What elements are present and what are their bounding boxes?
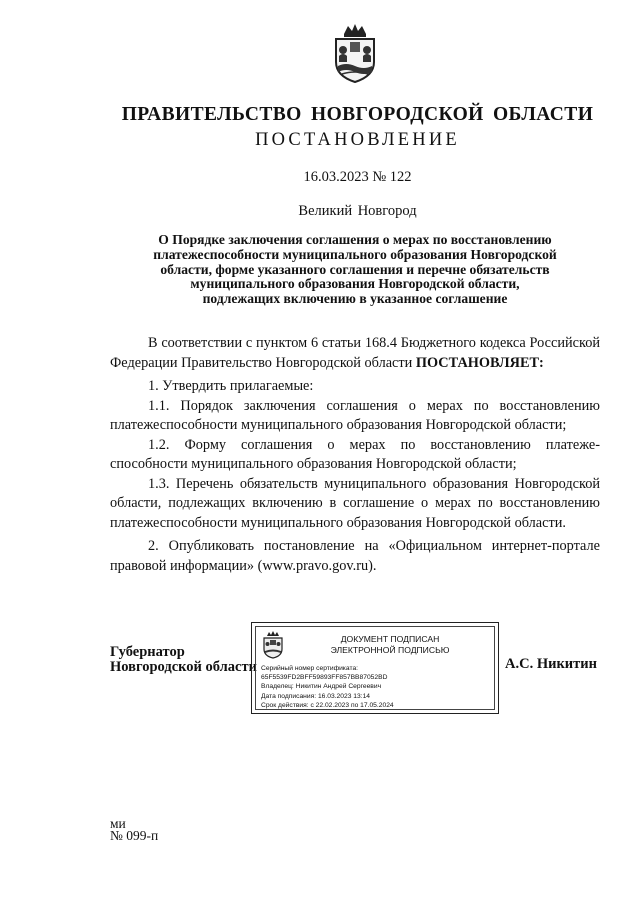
stamp-serial-value: 65F5539FD2BFF59893FF857BB87052BD — [261, 674, 388, 682]
item-1-2-line1: 1.2. Форму соглашения о мерах по восстановлению платеже- — [148, 436, 600, 453]
document-footer — [110, 818, 158, 842]
stamp-signed-date: Дата подписания: 16.03.2023 13:14 — [261, 692, 371, 700]
stamp-owner: Владелец: Никитин Андрей Сергеевич — [261, 683, 382, 691]
footer-initials: ми — [110, 816, 126, 831]
document-date-number: 16.03.2023 № 122 — [303, 169, 412, 185]
document-title — [110, 233, 600, 307]
item-1: 1. Утвердить прилагаемые: — [148, 378, 314, 394]
preamble-paragraph: В соответствии с пунктом 6 статьи 168.4 Бюджетного кодекса Российской Федерации Правительство Новгородской области ПОСТАНОВЛЯЕТ: — [110, 335, 600, 371]
stamp-validity: Срок действия: с 22.02.2023 по 17.05.2024 — [261, 701, 394, 709]
organization-name: ПРАВИТЕЛЬСТВО НОВГОРОДСКОЙ ОБЛАСТИ — [121, 104, 594, 125]
preamble-resolves: ПОСТАНОВЛЯЕТ: — [415, 354, 544, 371]
item-1-1: 1.1. Порядок заключения соглашения о мерах по восстановлению платежеспособности муниципального образования Новгородской области; — [110, 397, 600, 433]
document-city: Великий Новгород — [298, 203, 417, 219]
document-body — [110, 334, 600, 576]
title-line: области, форме указанного соглашения и перечне обязательств — [160, 261, 550, 277]
item-2: 2. Опубликовать постановление на «Официальном интернет-портале правовой информации» (www.pravo.gov.ru). — [110, 538, 600, 574]
stamp-coat-of-arms-icon — [261, 631, 285, 659]
title-line: подлежащих включению в указанное соглашение — [202, 291, 508, 307]
signatory-position: Губернатор Новгородской области — [110, 644, 257, 675]
electronic-signature-stamp — [251, 622, 499, 714]
title-line: О Порядке заключения соглашения о мерах по восстановлению — [158, 232, 552, 247]
stamp-heading: ДОКУМЕНТ ПОДПИСАН ЭЛЕКТРОННОЙ ПОДПИСЬЮ — [330, 634, 450, 655]
signatory-name: А.С. Никитин — [505, 656, 597, 672]
footer-form-number: № 099-п — [110, 828, 159, 843]
item-1-2-line2: способности муниципального образования Новгородской области; — [110, 456, 517, 472]
novgorod-coat-of-arms-icon — [330, 22, 380, 84]
stamp-serial-label: Серийный номер сертификата: — [261, 665, 359, 672]
title-line: платежеспособности муниципального образования Новгородской — [153, 246, 557, 262]
item-1-3: 1.3. Перечень обязательств муниципального образования Новгородской области, подлежащих включению в соглашение о мерах по восстановлению платежеспособности муниципального образования Новгородской области. — [110, 475, 600, 531]
stamp-details — [261, 664, 490, 710]
title-line: муниципального образования Новгородской области, — [190, 276, 520, 292]
document-type: ПОСТАНОВЛЕНИЕ — [255, 130, 460, 150]
